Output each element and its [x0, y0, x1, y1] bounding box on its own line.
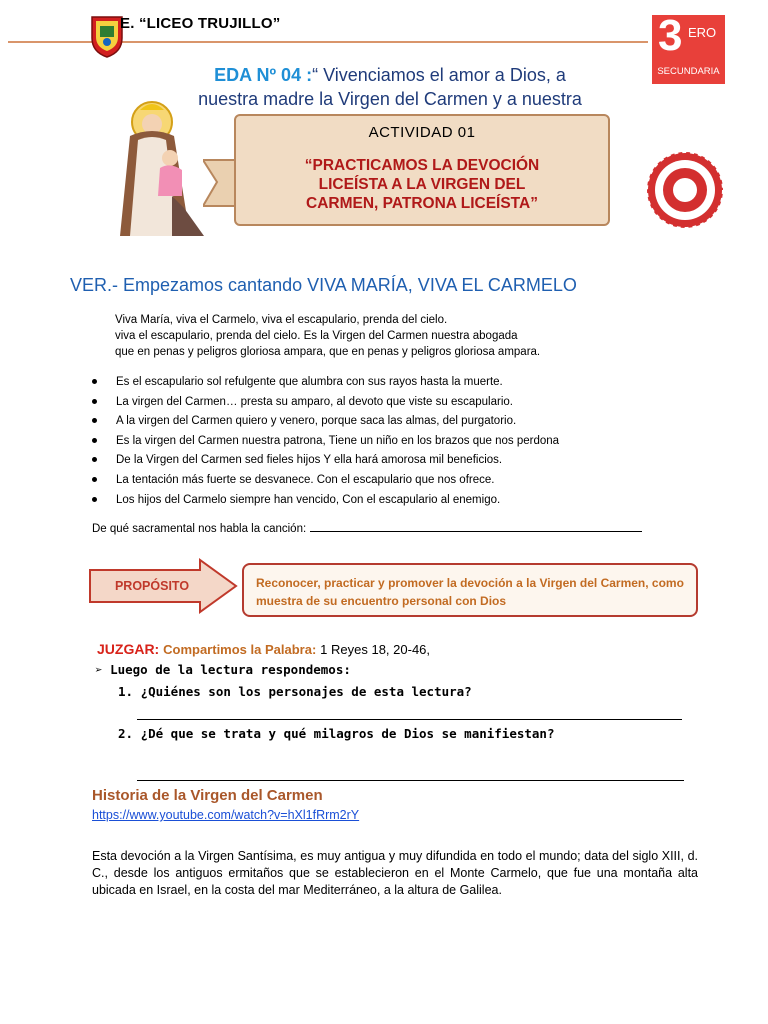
song-line: que en penas y peligros gloriosa ampara, que en penas y peligros gloriosa ampara. — [115, 346, 541, 358]
eda-code: EDA Nº 04 : — [214, 65, 313, 85]
song-bullet-list — [90, 374, 710, 511]
juzgar-intro-text: Luego de la lectura respondemos: — [110, 662, 351, 677]
answer-blank[interactable] — [310, 522, 642, 532]
eda-title — [150, 63, 630, 111]
historia-video-link[interactable]: https://www.youtube.com/watch?v=hXl1fRrm2rY — [92, 808, 360, 822]
juzgar-question-2: 2. ¿Dé que se trata y qué milagros de Dios se manifiestan? — [118, 726, 555, 741]
bullet-icon — [92, 457, 97, 462]
peru-cockade-icon — [645, 150, 725, 230]
song-line: viva el escapulario, prenda del cielo. Es la Virgen del Carmen nuestra abogada — [115, 330, 518, 342]
juzgar-heading — [97, 641, 430, 657]
grade-level: SECUNDARIA — [657, 66, 720, 77]
bullet-icon — [92, 497, 97, 502]
grade-suffix: ERO — [688, 25, 717, 40]
activity-title-line3: CARMEN, PATRONA LICEÍSTA” — [306, 195, 538, 212]
juzgar-keyword: JUZGAR: — [97, 641, 160, 657]
bullet-icon — [92, 418, 97, 423]
sacramental-question-text: De qué sacramental nos habla la canción: — [92, 523, 307, 535]
bullet-icon — [92, 477, 97, 482]
activity-title-line2: LICEÍSTA A LA VIRGEN DEL — [318, 176, 526, 193]
answer-line-1[interactable] — [137, 719, 682, 720]
bullet-icon — [92, 379, 97, 384]
list-item: Es el escapulario sol refulgente que alumbra con sus rayos hasta la muerte. — [90, 374, 710, 394]
activity-title-line1: “PRACTICAMOS LA DEVOCIÓN — [304, 157, 540, 174]
activity-label: ACTIVIDAD 01 — [368, 124, 476, 141]
ver-heading: VER.- Empezamos cantando VIVA MARÍA, VIVA EL CARMELO — [70, 275, 577, 295]
proposito-label: PROPÓSITO — [114, 579, 190, 593]
list-item: Es la virgen del Carmen nuestra patrona, Tiene un niño en los brazos que nos perdona — [90, 433, 710, 453]
school-name: E. “LICEO TRUJILLO” — [120, 15, 281, 32]
juzgar-question-1: 1. ¿Quiénes son los personajes de esta lectura? — [118, 684, 472, 699]
list-item: La virgen del Carmen… presta su amparo, al devoto que viste su escapulario. — [90, 394, 710, 414]
juzgar-subtitle: Compartimos la Palabra: — [163, 642, 317, 657]
eda-title-line1: “ Vivenciamos el amor a Dios, a — [312, 65, 566, 85]
bullet-icon — [92, 399, 97, 404]
historia-body: Esta devoción a la Virgen Santísima, es muy antigua y muy difundida en todo el mundo; data del siglo XIII, d. C., desde los antiguos ermitaños que se establecieron en el Monte Carmelo, que fue una montaña alta ubicada en Israel, en la costa del mar Mediterráneo, a la altura de Galilea. — [92, 849, 698, 897]
activity-banner — [234, 114, 610, 226]
song-line: Viva María, viva el Carmelo, viva el escapulario, prenda del cielo. — [115, 314, 448, 326]
sacramental-question — [92, 522, 642, 535]
list-item: A la virgen del Carmen quiero y venero, porque saca las almas, del purgatorio. — [90, 413, 710, 433]
juzgar-intro — [95, 662, 351, 677]
arrow-bullet-icon: ➢ — [95, 662, 103, 677]
list-item: La tentación más fuerte se desvanece. Con el escapulario que nos ofrece. — [90, 472, 710, 492]
juzgar-reference: 1 Reyes 18, 20-46, — [320, 642, 431, 657]
grade-number: 3 — [658, 11, 683, 60]
virgin-carmen-image — [112, 96, 212, 244]
activity-title — [236, 156, 608, 213]
historia-title: Historia de la Virgen del Carmen — [92, 787, 323, 804]
song-lyrics — [115, 312, 540, 360]
school-crest-icon — [90, 14, 124, 58]
list-item: De la Virgen del Carmen sed fieles hijos Y ella hará amorosa mil beneficios. — [90, 452, 710, 472]
eda-title-line2: nuestra madre la Virgen del Carmen y a nuestra — [198, 89, 582, 109]
list-item: Los hijos del Carmelo siempre han vencido, Con el escapulario al enemigo. — [90, 492, 710, 512]
grade-badge — [652, 11, 725, 84]
proposito-text: Reconocer, practicar y promover la devoción a la Virgen del Carmen, como muestra de su encuentro personal con Dios — [256, 576, 684, 608]
proposito-box — [242, 563, 698, 617]
bullet-icon — [92, 438, 97, 443]
answer-line-2[interactable] — [137, 780, 684, 781]
